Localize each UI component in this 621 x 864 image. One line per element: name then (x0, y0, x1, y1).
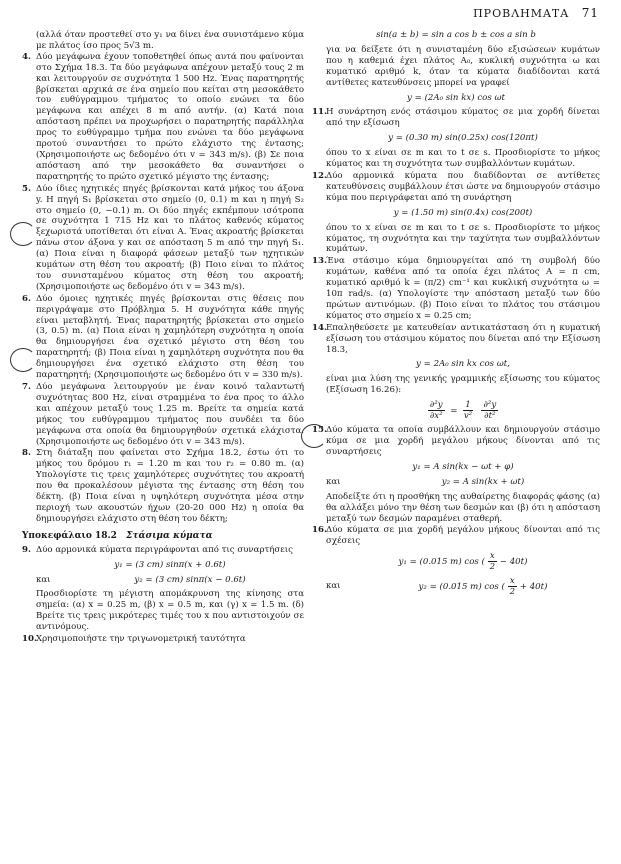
problem-4 (22, 52, 304, 183)
equation-16a: y₁ = (0.015 m) cos ( $\frac{x}{2}$ − 40t) (398, 551, 528, 573)
problem-8 (22, 448, 304, 524)
problem-text: Επαληθεύσετε με κατευθείαν αντικατάσταση ότι η κυματική εξίσωση του στάσιμου κύματος που δίνεται από την Εξίσωση 18.3, (326, 322, 600, 355)
problem-number: 10. (22, 634, 37, 645)
handwritten-circle-mark (10, 348, 36, 372)
equation-15b: y₂ = A sin(kx + ωt) (441, 476, 525, 487)
problem-number: 7. (22, 382, 31, 392)
problem-number: 9. (22, 544, 31, 555)
fraction-numerator: x (509, 576, 515, 587)
problem-text: Δύο κύματα τα οποία συμβάλλουν και δημιουργούν στάσιμο κύμα σε μια χορδή μεγάλου μήκους δίνονται από τις συναρτήσεις (326, 425, 600, 457)
equals-sign: = (450, 406, 458, 417)
problem-number: 4. (22, 51, 31, 62)
problem-11 (312, 107, 600, 170)
fraction (488, 551, 497, 572)
fraction-numerator: ∂²y (483, 400, 497, 411)
identity-equation: sin(a ± b) = sin a cos b ± cos a sin b (376, 30, 536, 40)
problem-5 (22, 184, 304, 293)
problem-text: Δύο μεγάφωνα λειτουργούν με έναν κοινό ταλαντωτή συχνότητας 800 Hz, είναι στραμμένα το ένα προς το άλλο και απέχουν μεταξύ τους 1.25 m. Βρείτε τα σημεία κατά μήκος του ευθύγραμμου τμήματος που συνδέει τα δύο μεγάφωνα στα οποία θα δημιουργηθούν σχετικά ελάχιστα. (Χρησιμοποιήστε ως δεδομένο ότι v = 343 m/s). (36, 382, 304, 447)
problem-12 (312, 171, 600, 255)
and-label: και (326, 476, 341, 487)
section-label: Υποκεφάλαιο 18.2 (22, 530, 117, 541)
problem-number: 5. (22, 183, 31, 194)
fraction-denominator: ∂x² (429, 411, 443, 422)
fraction (508, 576, 517, 597)
problem-number: 6. (22, 293, 31, 304)
section-heading (22, 531, 304, 542)
problem-number: 8. (22, 448, 31, 459)
problem-text: Δύο ίδιες ηχητικές πηγές βρίσκονται κατά μήκος του άξονα y. Η πηγή S₁ βρίσκεται στο σημείο (0, 0.1) m και η πηγή S₂ στο σημείο (0, −0.1) m. Οι δύο πηγές εκπέμπουν ισότροπα σε συχνότητα 1 715 Hz και το πλάτος καθενός κύματος ξεχωριστά υποτίθεται ότι είναι A. Ένας ακροατής βρίσκεται πάνω στον άξονα y και σε απόσταση 5 m από την πηγή S₁. (α) Ποια είναι η διαφορά φάσεων μεταξύ των ηχητικών κυμάτων στη θέση του ακροατή; (β) Ποιο είναι το πλάτος του συνισταμένου κύματος στη θέση του ακροατή; (Χρησιμοποιήστε ως δεδομένο ότι v = 343 m/s). (36, 183, 304, 292)
continued-text: για να δείξετε ότι η συνισταμένη δύο εξισώσεων κυμάτων που η καθεμιά έχει πλάτος A₀, κυκλική συχνότητα ω και κυματικό αριθμό k, όταν τα κύματα διαδίδονται κατά αντίθετες κατευθύνσεις μπορεί να γραφεί (326, 44, 600, 88)
problem-text-continued: όπου το x είναι σε m και το t σε s. Προσδιορίστε το μήκος κύματος και τη συχνότητα των συμβαλλόντων κυμάτων. (326, 148, 600, 170)
equation-row-15b (326, 477, 600, 488)
problem-text-continued: είναι μια λύση της γενικής γραμμικής εξίσωσης του κύματος (Εξίσωση 16.26): (326, 374, 600, 396)
problem-16 (312, 525, 600, 597)
problem-number: 15. (312, 425, 327, 436)
and-label: και (326, 581, 341, 592)
equation-row-y2 (36, 575, 304, 586)
fraction-denominator: v² (463, 411, 473, 422)
equation-suffix: + 40t (519, 582, 545, 593)
problem-text: Δύο μεγάφωνα έχουν τοποθετηθεί όπως αυτά που φαίνονται στο Σχήμα 18.3. Τα δύο μεγάφωνα απέχουν μεταξύ τους 2 m και λειτουργούν σε συχνότητα 1 500 Hz. Ένας παρατηρητής βρίσκεται αρχικά σε ένα σημείο που κείται στη μεσοκάθετο του ευθύγραμμου τμήματος το οποίο ενώνει τα δύο μεγάφωνα και απέχει 8 m από αυτήν. (α) Κατά ποια απόσταση πρέπει να προχωρήσει ο παρατηρητής παράλληλα προς το ευθύγραμμο τμήμα που ενώνει τα δύο μεγάφωνα προτού συναντήσει το πρώτο ελάχιστο της έντασης; (Χρησιμοποιήστε ως δεδομένο ότι v = 343 m/s). (β) Σε ποια απόσταση από την μεσοκάθετο θα συναντήσει ο παρατηρητής το πρώτο σχετικό μέγιστο της έντασης; (36, 51, 304, 182)
fraction-coefficient (463, 400, 472, 421)
fraction-numerator: ∂²y (429, 400, 443, 411)
equation-12: y = (1.50 m) sin(0.4x) cos(200t) (393, 207, 533, 218)
problem-7 (22, 382, 304, 447)
problem-number: 12. (312, 170, 327, 181)
equation-y2: y₂ = (3 cm) sinπ(x − 0.6t) (134, 574, 246, 585)
problem-text-continued: Αποδείξτε ότι η προσθήκη της αυθαίρετης διαφοράς φάσης (α) θα αλλάξει μόνο την θέση των δεσμών και (β) ότι η απόσταση μεταξύ των δεσμών παραμένει σταθερή. (326, 491, 600, 524)
wave-equation (326, 400, 600, 421)
equation-14: y = 2A₀ sin kx cos ωt, (416, 359, 510, 370)
fraction-denominator: 2 (489, 562, 496, 573)
problem-text: Δύο αρμονικά κύματα που διαδίδονται σε αντίθετες κατευθύνσεις συμβάλλουν έτσι ώστε να δημιουργούν στάσιμο κύμα που περιγράφεται από τη συνάρτηση (326, 170, 600, 203)
page-number: 71 (581, 6, 599, 20)
running-head (473, 6, 599, 20)
problem-text-continued: Προσδιορίστε τη μέγιστη απομάκρυνση της κίνησης στα σημεία: (α) x = 0.25 m, (β) x = 0.5 m, και (γ) x = 1.5 m. (δ) Βρείτε τις τρεις μικρότερες τιμές του x που αντιστοιχούν σε αντινόμους. (36, 589, 304, 633)
equation-11: y = (0.30 m) sin(0.25x) cos(120πt) (388, 133, 538, 144)
fraction-lhs (428, 400, 445, 421)
problem-number: 16. (312, 525, 327, 536)
problem-13 (312, 256, 600, 321)
left-column (22, 30, 304, 646)
problem-text: Δύο κύματα σε μια χορδή μεγάλου μήκους δίνονται από τις σχέσεις (326, 525, 600, 547)
equation-y1: y₁ = (3 cm) sinπ(x + 0.6t) (114, 559, 226, 570)
equation-row-16b (326, 576, 600, 597)
problem-6 (22, 294, 304, 381)
problem-text-continued: όπου το x είναι σε m και το t σε s. Προσδιορίστε το μήκος κύματος, τη συχνότητα και την ταχύτητα των συμβαλλόντων κυμάτων. (326, 222, 600, 255)
handwritten-circle-mark (10, 222, 36, 246)
problem-15 (312, 425, 600, 524)
problem-text: Ένα στάσιμο κύμα δημιουργείται από τη συμβολή δύο κυμάτων, καθένα από τα οποία έχει πλάτος A = π cm, κυματικό αριθμό k = (π/2) cm⁻¹ και κυκλική συχνότητα ω = 10π rad/s. (α) Υπολογίστε την απόσταση μεταξύ των δύο πρώτων αντινόμων. (β) Ποιο είναι το πλάτος του στάσιμου κύματος στο σημείο x = 0.25 cm; (326, 256, 600, 321)
problem-14 (312, 323, 600, 421)
equation-16b: y₂ = (0.015 m) cos ( $\frac{x}{2}$ + 40t) (418, 576, 548, 598)
problem-text: Στη διάταξη που φαίνεται στο Σχήμα 18.2, έστω ότι το μήκος του δρόμου r₁ = 1.20 m και του r₂ = 0.80 m. (α) Υπολογίστε τις τρεις χαμηλότερες συχνότητες του ακροατή που θα προκαλέσουν μέγιστα της έντασης στη θέση του δέκτη. (β) Ποια είναι η υψηλότερη συχνότητα μέσα στην περιοχή των ακουστών ήχων (20-20 000 Hz) η οποία θα δημιουργήσει ελάχιστο στη θέση του δέκτη; (36, 448, 304, 524)
section-name: Στάσιμα κύματα (126, 530, 213, 541)
fraction-numerator: x (489, 551, 495, 562)
handwritten-circle-mark (301, 424, 327, 448)
problem-10 (22, 634, 304, 645)
problem-text: Η συνάρτηση ενός στάσιμου κύματος σε μια χορδή δίνεται από την εξίσωση (326, 107, 600, 129)
problem-text: Χρησιμοποιήστε την τριγωνομετρική ταυτότητα (36, 634, 246, 645)
problem-text: Δύο όμοιες ηχητικές πηγές βρίσκονται στις θέσεις που περιγράψαμε στο Πρόβλημα 5. Η συχνότητα κάθε πηγής είναι μεταβλητή. Ένας παρατηρητής βρίσκεται στο σημείο (3, 0.5) m. (α) Ποια είναι η χαμηλότερη συχνότητα η οποία θα δημιουργήσει ένα σχετικό μέγιστο στη θέση του παρατηρητή; (β) Ποια είναι η χαμηλότερη συχνότητα που θα δημιουργήσει ένα σχετικό ελάχιστο στη θέση του παρατηρητή; (Χρησιμοποιήστε ως δεδομένο ότι v = 330 m/s). (36, 293, 304, 381)
problem-number: 11. (312, 107, 327, 118)
running-head-title: ΠΡΟΒΛΗΜΑΤΑ (473, 7, 570, 20)
fraction-denominator: 2 (509, 587, 516, 598)
continued-text: (αλλά όταν προστεθεί στο y₁ να δίνει ένα συνιστάμενο κύμα με πλάτος ίσο προς 5√3 m. (36, 30, 304, 51)
equation-standing-wave: y = (2A₀ sin kx) cos ωt (407, 92, 505, 103)
problem-text: Δύο αρμονικά κύματα περιγράφονται από τις συναρτήσεις (36, 544, 293, 555)
equation-prefix: y₁ = (0.015 m) cos (398, 557, 479, 568)
fraction-numerator: 1 (465, 400, 471, 411)
and-label: και (36, 574, 51, 585)
problem-9 (22, 545, 304, 633)
fraction-rhs (481, 400, 498, 421)
problem-number: 13. (312, 256, 327, 267)
equation-prefix: y₂ = (0.015 m) cos (418, 582, 499, 593)
right-column (312, 30, 600, 601)
problem-number: 14. (312, 322, 327, 333)
equation-15a: y₁ = A sin(kx − ωt + φ) (412, 461, 514, 472)
fraction-denominator: ∂t² (484, 411, 496, 422)
equation-suffix: − 40t (499, 557, 525, 568)
